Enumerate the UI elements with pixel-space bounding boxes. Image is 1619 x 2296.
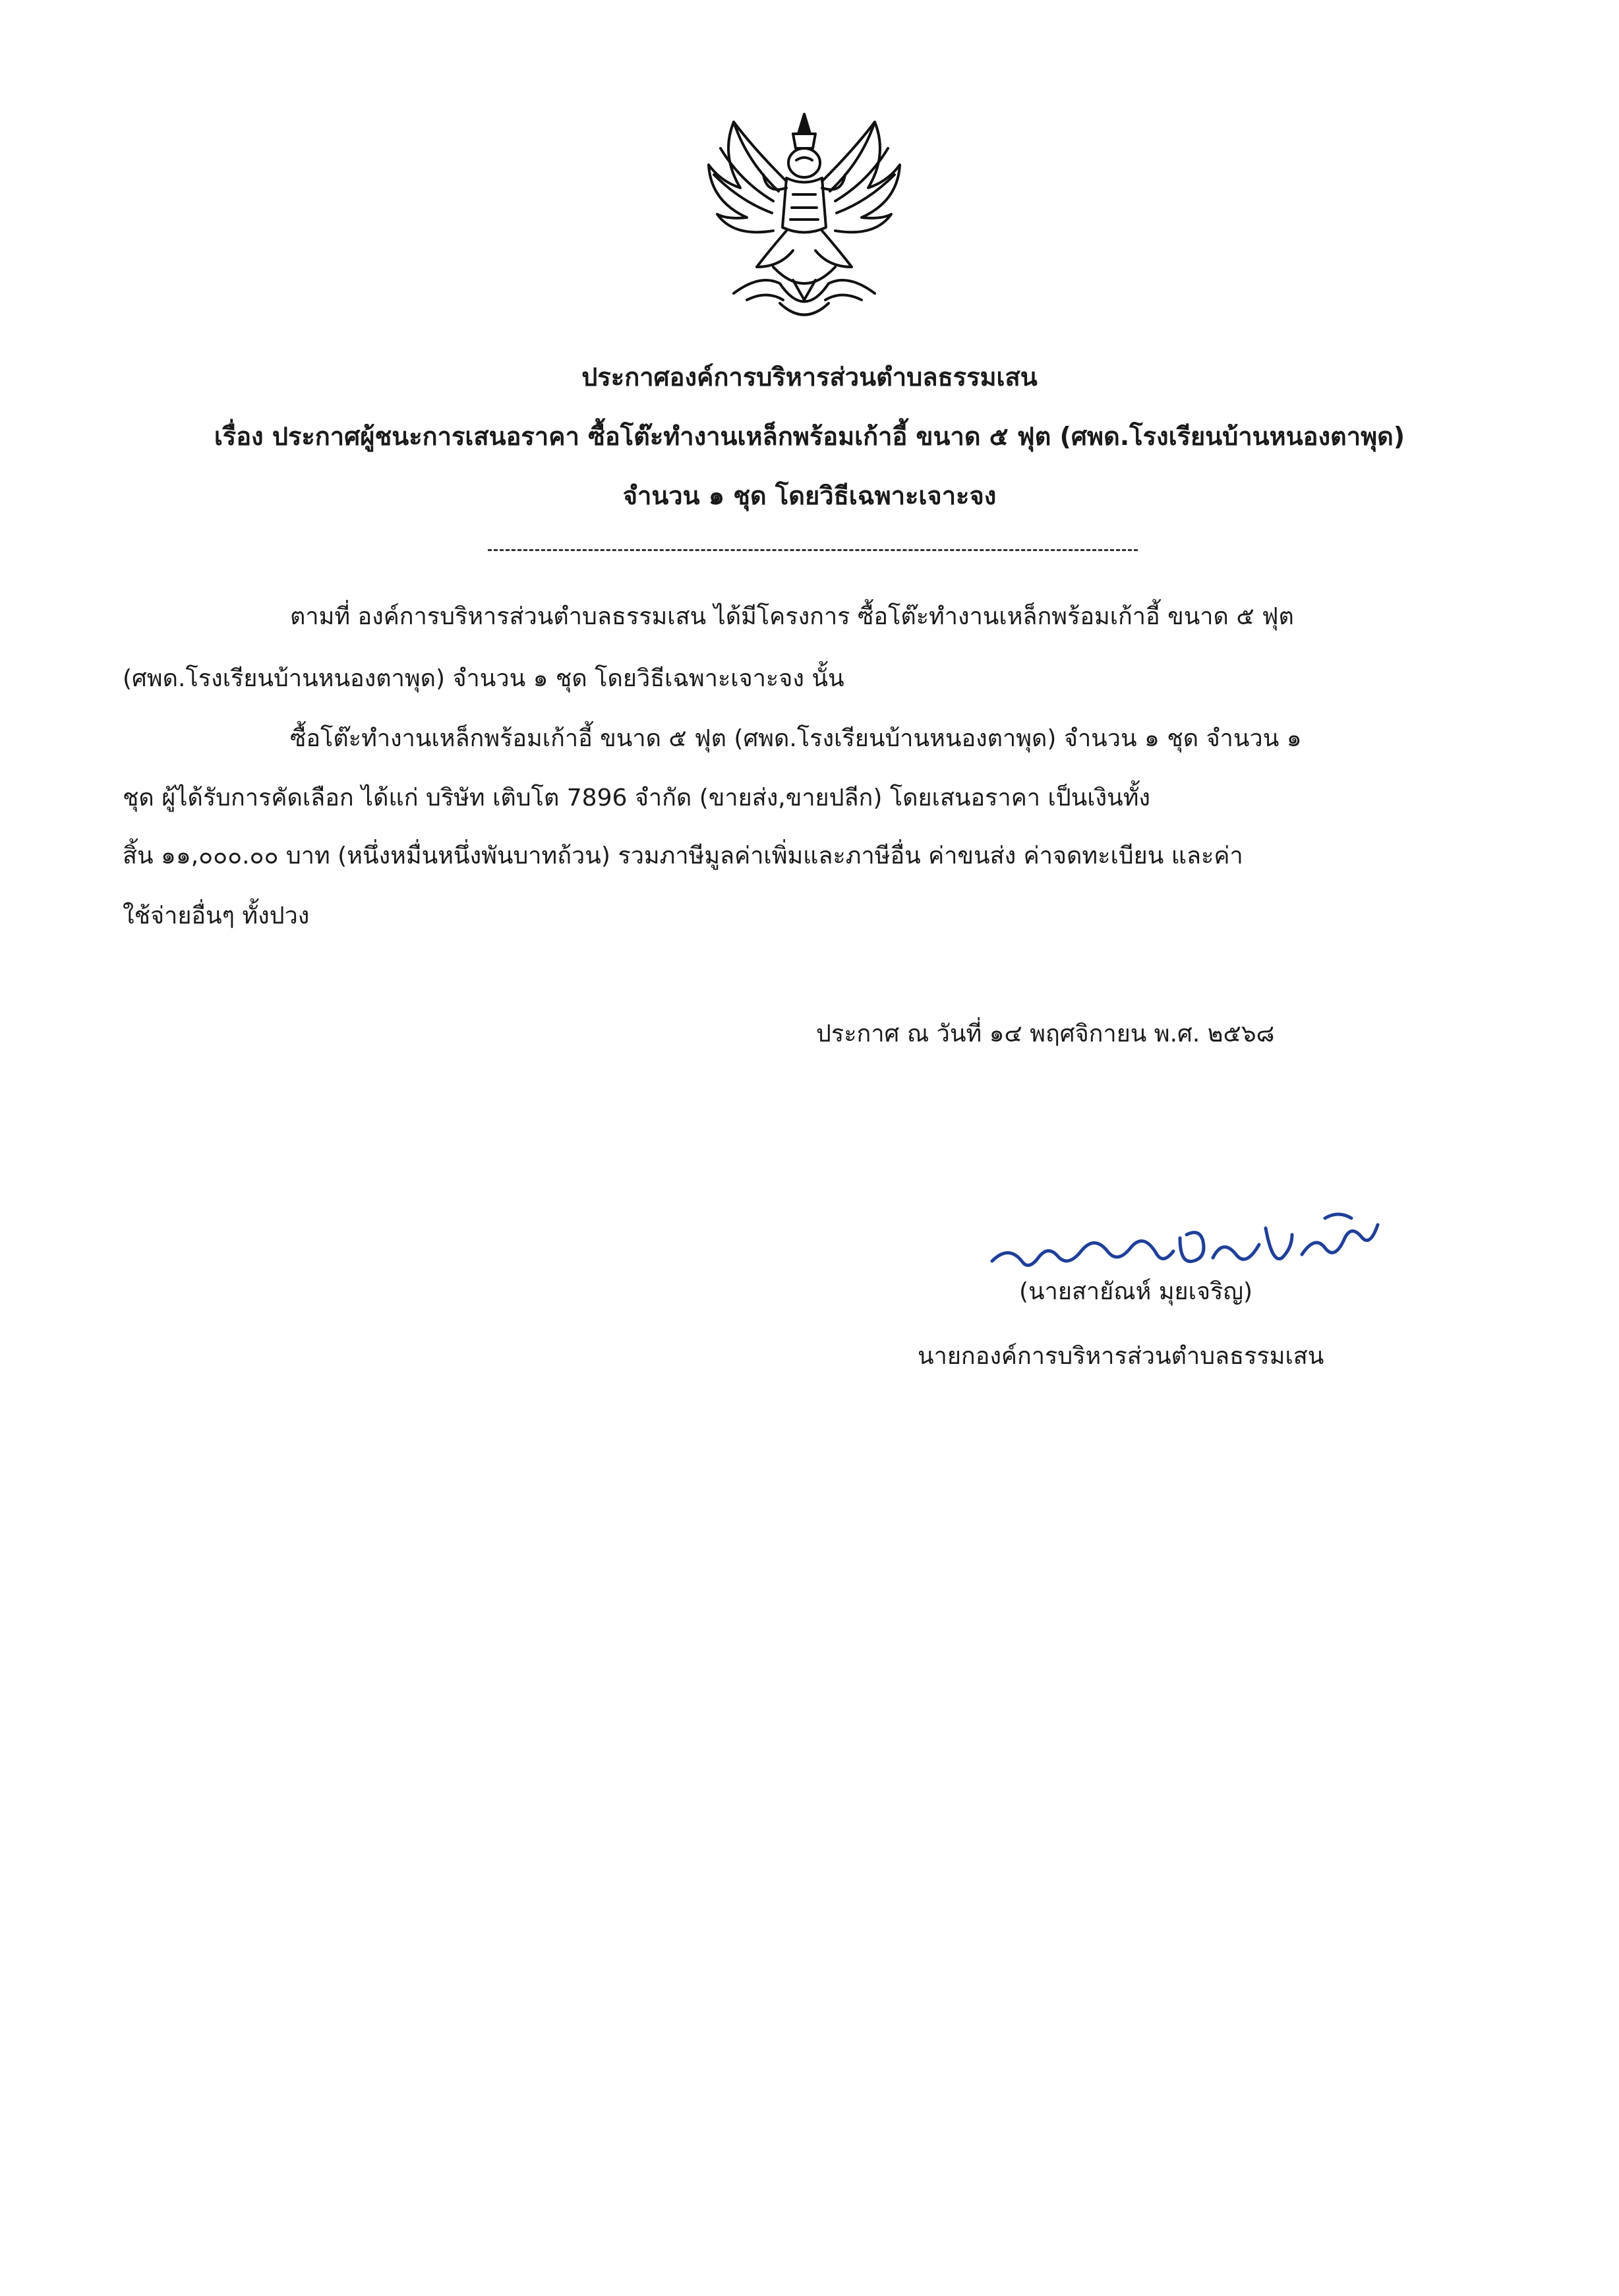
paragraph-2-line-3: สิ้น ๑๑,๐๐๐.๐๐ บาท (หนึ่งหมื่นหนึ่งพันบาทถ้วน) รวมภาษีมูลค่าเพิ่มและภาษีอื่น ค่าขนส่ง ค่าจดทะเบียน และค่า bbox=[123, 842, 1243, 869]
signer-position: นายกองค์การบริหารส่วนตำบลธรรมเสน bbox=[918, 1343, 1324, 1370]
announcement-title: ประกาศองค์การบริหารส่วนตำบลธรรมเสน bbox=[581, 363, 1038, 392]
paragraph-2-line-1: ซื้อโต๊ะทำงานเหล็กพร้อมเก้าอี้ ขนาด ๕ ฟุต (ศพด.โรงเรียนบ้านหนองตาพุด) จำนวน ๑ ชุด จำนวน ๑ bbox=[290, 725, 1302, 752]
divider bbox=[488, 549, 1138, 551]
signer-name: (นายสายัณห์ มุยเจริญ) bbox=[1019, 1278, 1253, 1305]
garuda-emblem-icon bbox=[694, 102, 915, 330]
paragraph-2-line-4: ใช้จ่ายอื่นๆ ทั้งปวง bbox=[123, 902, 310, 929]
announcement-subject: เรื่อง ประกาศผู้ชนะการเสนอราคา ซื้อโต๊ะทำงานเหล็กพร้อมเก้าอี้ ขนาด ๕ ฟุต (ศพด.โรงเรียนบ้านหนองตาพุด) bbox=[214, 422, 1405, 451]
announcement-subject-continued: จำนวน ๑ ชุด โดยวิธีเฉพาะเจาะจง bbox=[622, 481, 997, 510]
handwritten-signature bbox=[982, 1198, 1384, 1284]
paragraph-2-line-2: ชุด ผู้ได้รับการคัดเลือก ได้แก่ บริษัท เติบโต 7896 จำกัด (ขายส่ง,ขายปลีก) โดยเสนอราคา เป็นเงินทั้ง bbox=[123, 784, 1151, 811]
paragraph-1-line-1: ตามที่ องค์การบริหารส่วนตำบลธรรมเสน ได้มีโครงการ ซื้อโต๊ะทำงานเหล็กพร้อมเก้าอี้ ขนาด ๕ ฟุต bbox=[290, 603, 1294, 630]
paragraph-1-line-2: (ศพด.โรงเรียนบ้านหนองตาพุด) จำนวน ๑ ชุด โดยวิธีเฉพาะเจาะจง นั้น bbox=[123, 665, 844, 692]
announcement-date: ประกาศ ณ วันที่ ๑๔ พฤศจิกายน พ.ศ. ๒๕๖๘ bbox=[816, 1020, 1275, 1047]
